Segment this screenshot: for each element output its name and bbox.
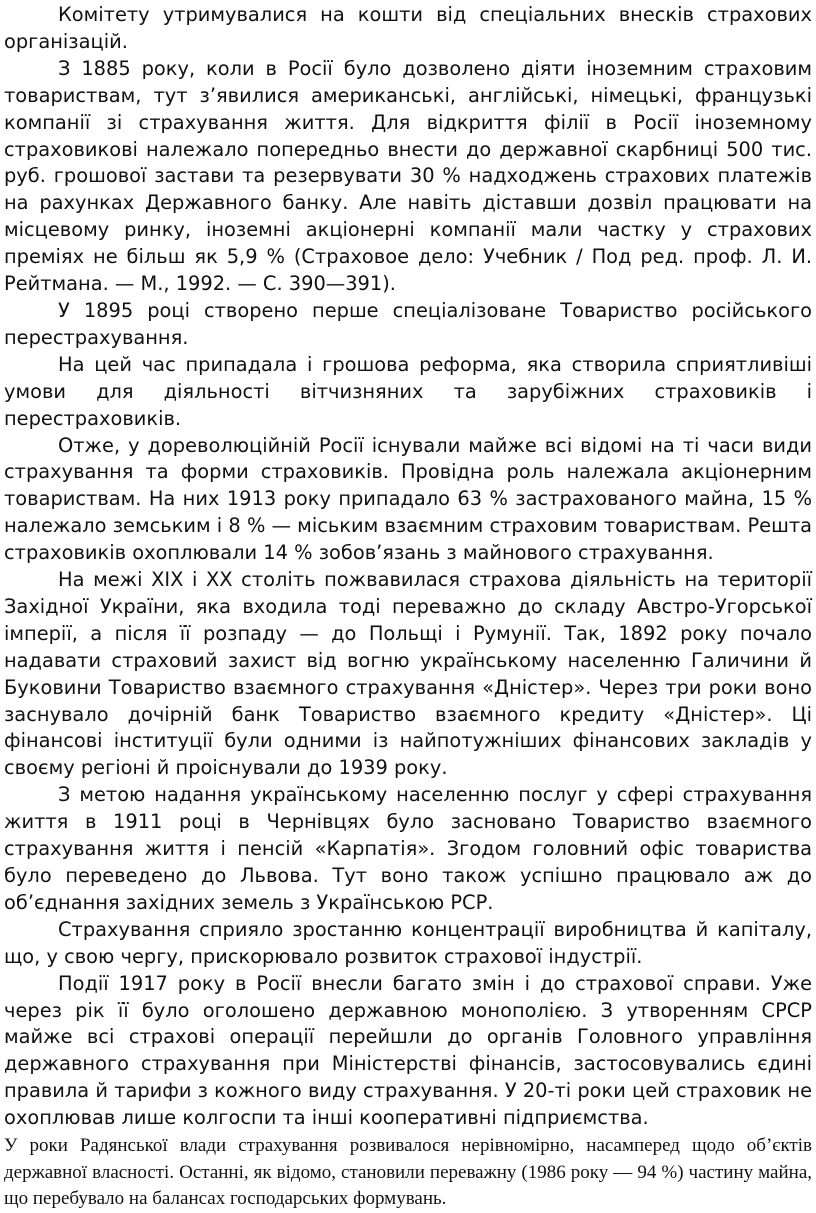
paragraph-monetary-reform: На цей час припадала і грошова реформа, яка створила сприятливіші умови для діяльності вітчизняних та зарубіжних страховиків і перестраховиків. (4, 352, 812, 430)
paragraph-soviet-period: У роки Радянської влади страхування розвивалося нерівномірно, насамперед щодо об’єктів державної власності. Останні, як відомо, становили переважну (1986 року — 94 %) частину майна, що перебувало на балансах господарських формувань. (4, 1135, 812, 1210)
paragraph-western-ukraine: На межі XIX і XX століть пожвавилася страхова діяльність на території Західної України, яка входила тоді переважно до складу Австро-Угорської імперії, а після її розпаду — до Польщі і Румунії. Так, 1892 року почало надавати страховий захист від вогню українському населенню Галичини й Буковини Товариство взаємного страхування «Дністер». Через три роки воно заснувало дочірній банк Товариство взаємного кредиту «Дністер». Ці фінансові інституції були одними із найпотужніших фінансових закладів у своєму регіоні й проіснували до 1939 року. (4, 568, 812, 780)
paragraph-concentration: Страхування сприяло зростанню концентрації виробництва й капіталу, що, у свою чергу, прискорювало розвиток страхової індустрії. (4, 917, 812, 968)
paragraph-prerevolution-summary: Отже, у дореволюційній Росії існували майже всі відомі на ті часи види страхування та форми страховиків. Провідна роль належала акціонерним товариствам. На них 1913 року припадало 63 % застрахованого майна, 15 % належало земським і 8 % — міським взаємним страховим товариствам. Решта страховиків охоплювали 14 % зобов’язань з майнового страхування. (4, 433, 812, 565)
paragraph-continuation: Комітету утримувалися на кошти від спеціальних внесків страхових організацій. (4, 3, 812, 53)
paragraph-1917-events: Події 1917 року в Росії внесли багато змін і до страхової справи. Уже через рік її було оголошено державною монополією. З утворенням СРСР майже всі страхові операції перейшли до органів Головного управління державного страхування при Міністерстві фінансів, застосовувались єдині правила й тарифи з кожного виду страхування. У 20-ті роки цей страховик не охоплював лише колгоспи та інші кооперативні підприємства. (4, 971, 812, 1130)
main-text-block (4, 2, 812, 1132)
paragraph-karpatia: З метою надання українському населенню послуг у сфері страхування життя в 1911 році в Чернівцях було засновано Товариство взаємного страхування життя і пенсій «Карпатія». Згодом головний офіс товариства було переведено до Львова. Тут воно також успішно працювало аж до об’єднання західних земель з Українською РСР. (4, 783, 812, 914)
document-page (4, 2, 812, 1213)
paragraph-foreign-insurers: З 1885 року, коли в Росії було дозволено діяти іноземним страховим товариствам, тут з’явилися американські, англійські, німецькі, французькі компанії зі страхування життя. Для відкриття філії в Росії іноземному страховикові належало попередньо внести до державної скарбниці 500 тис. руб. грошової застави та резервувати 30 % надходжень страхових платежів на рахунках Державного банку. Але навіть діставши дозвіл працювати на місцевому ринку, іноземні акціонерні компанії мали частку у страхових преміях не більш як 5,9 % (Страховое дело: Учебник / Под ред. проф. Л. И. Рейтмана. — М., 1992. — С. 390—391). (4, 56, 812, 296)
paragraph-reinsurance-society: У 1895 році створено перше спеціалізоване Товариство російського перестрахування. (4, 298, 812, 349)
tail-text-block (4, 1133, 812, 1213)
